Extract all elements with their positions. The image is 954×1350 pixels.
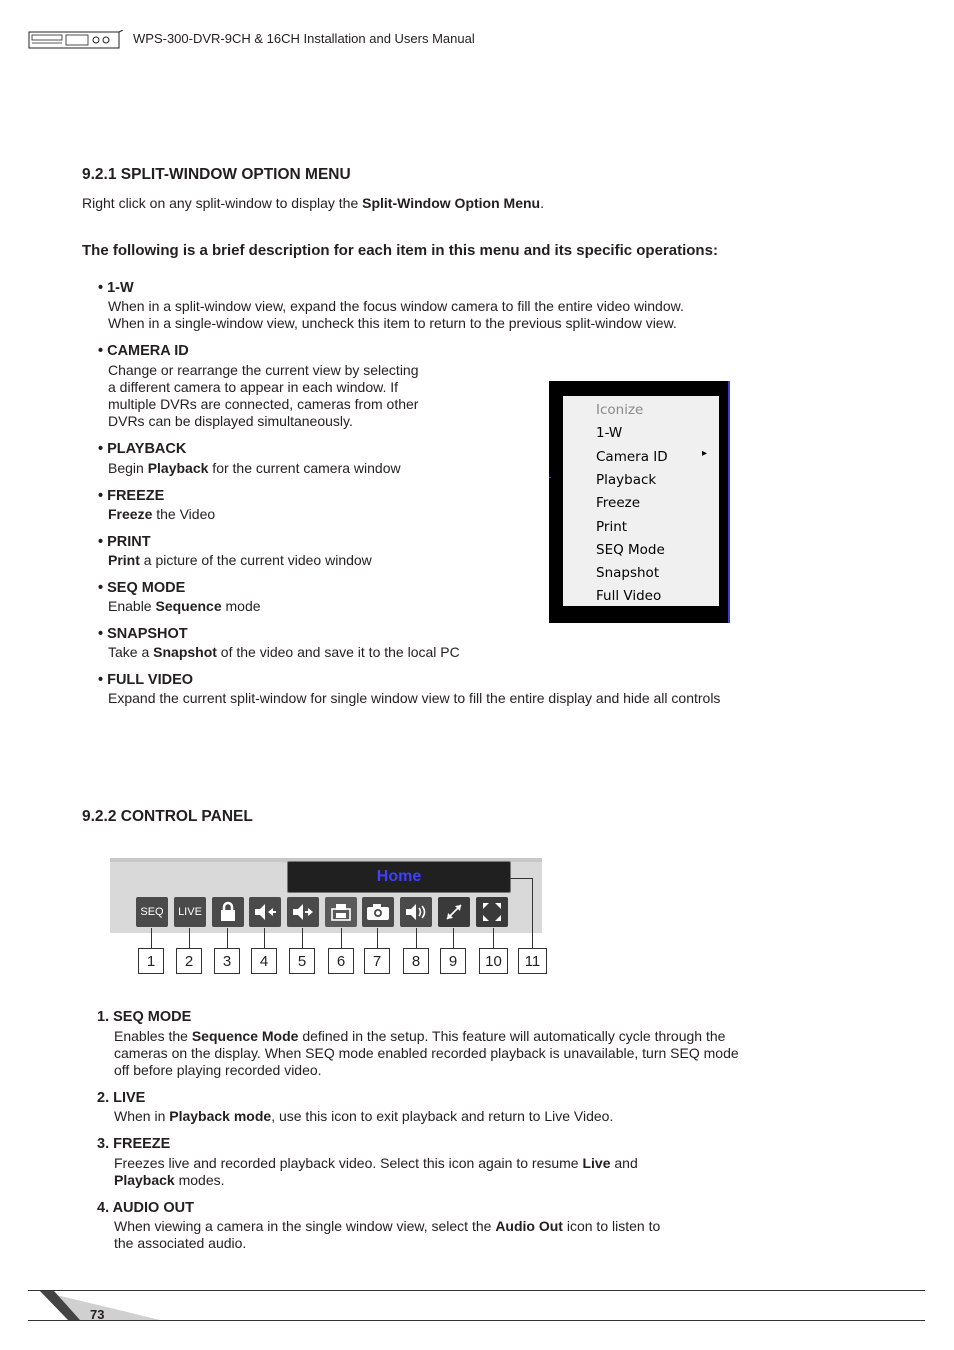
volume-button[interactable]	[400, 897, 432, 927]
desc-line: off before playing recorded video.	[114, 1062, 322, 1078]
footer-bottom-rule	[28, 1320, 925, 1321]
section1-lead: The following is a brief description for each item in this menu and its specific operations:	[82, 242, 718, 259]
connector-line	[377, 928, 378, 948]
full-video-button[interactable]	[476, 897, 508, 927]
live-button[interactable]: LIVE	[174, 897, 206, 927]
desc-text: When in	[114, 1108, 170, 1124]
lock-icon	[218, 901, 238, 923]
page-number: 73	[90, 1307, 105, 1322]
header-logo	[28, 30, 124, 50]
audio-in-button[interactable]	[287, 897, 319, 927]
desc-line	[114, 1172, 638, 1189]
intro-end: .	[540, 195, 544, 211]
item-title-1w: • 1-W	[98, 280, 134, 296]
desc-bold: Snapshot	[153, 644, 217, 660]
menu-item-snapshot[interactable]: Snapshot	[596, 565, 660, 581]
callout-number: 9	[440, 948, 466, 974]
connector-line	[302, 928, 303, 948]
desc-bold: Sequence	[155, 598, 222, 614]
connector-line-horizontal	[509, 878, 533, 879]
desc-text: , use this icon to exit playback and return to Live Video.	[271, 1108, 614, 1124]
desc-line: multiple DVRs are connected, cameras from other	[108, 396, 419, 412]
menu-item-full-video[interactable]: Full Video	[596, 588, 662, 604]
submenu-arrow-icon: ▸	[702, 448, 708, 459]
connector-line	[151, 928, 152, 948]
callout-number: 8	[403, 948, 429, 974]
connector-line	[227, 928, 228, 948]
desc-bold: Playback mode	[169, 1108, 272, 1124]
footer-top-rule	[28, 1290, 925, 1291]
item-desc-seq-mode-2	[114, 1028, 739, 1079]
desc-bold: Playback	[114, 1172, 175, 1188]
blue-edge-left	[549, 477, 551, 478]
desc-text: Enables the	[114, 1028, 192, 1044]
expand-icon	[442, 900, 466, 924]
item-title-camera-id: • CAMERA ID	[98, 343, 189, 359]
header-title: WPS-300-DVR-9CH & 16CH Installation and Users Manual	[133, 31, 475, 46]
desc-text: of the video and save it to the local PC	[216, 644, 460, 660]
item-desc-camera-id	[108, 362, 419, 430]
section1-intro	[82, 195, 544, 212]
desc-bold: Print	[108, 552, 140, 568]
item-title-playback: • PLAYBACK	[98, 441, 187, 457]
menu-item-print[interactable]: Print	[596, 519, 628, 535]
item-desc-1w	[108, 298, 684, 332]
item-title-full-video: • FULL VIDEO	[98, 672, 194, 688]
item-title-seq-mode: • SEQ MODE	[98, 580, 186, 596]
desc-line: the associated audio.	[114, 1235, 247, 1251]
callout-number: 5	[289, 948, 315, 974]
intro-text: Right click on any split-window to display the	[82, 195, 363, 211]
freeze-lock-button[interactable]	[212, 897, 244, 927]
context-menu-screenshot	[549, 381, 730, 623]
menu-item-camera-id[interactable]: Camera ID	[596, 449, 668, 465]
item-desc-playback	[108, 460, 401, 477]
item-desc-freeze-2	[114, 1155, 638, 1189]
callout-number: 10	[479, 948, 508, 974]
desc-line: When in a single-window view, uncheck this item to return to the previous split-window view.	[108, 315, 677, 331]
menu-item-seq-mode[interactable]: SEQ Mode	[596, 542, 665, 558]
print-button[interactable]	[325, 897, 357, 927]
connector-line	[416, 928, 417, 948]
desc-bold: Live	[582, 1155, 611, 1171]
connector-line	[341, 928, 342, 948]
section-heading-split-window: 9.2.1 SPLIT-WINDOW OPTION MENU	[82, 166, 351, 183]
camera-icon	[365, 902, 391, 922]
desc-text: modes.	[174, 1172, 225, 1188]
item-desc-live	[114, 1108, 613, 1125]
item-desc-snapshot	[108, 644, 460, 661]
item-title-snapshot: • SNAPSHOT	[98, 626, 188, 642]
item-title-print: • PRINT	[98, 534, 151, 550]
snapshot-button[interactable]	[362, 897, 394, 927]
speaker-out-icon	[253, 902, 277, 922]
fullscreen-corners-icon	[480, 900, 504, 924]
desc-line: Change or rearrange the current view by selecting	[108, 362, 419, 378]
printer-icon	[329, 901, 353, 923]
desc-bold: Sequence Mode	[191, 1028, 299, 1044]
callout-number: 7	[364, 948, 390, 974]
callout-number: 3	[214, 948, 240, 974]
context-menu	[563, 396, 719, 606]
intro-bold: Split-Window Option Menu	[362, 195, 541, 211]
speaker-in-icon	[291, 902, 315, 922]
desc-line	[114, 1218, 660, 1235]
callout-number: 11	[518, 948, 547, 974]
desc-text: When viewing a camera in the single window view, select the	[114, 1218, 496, 1234]
item-desc-seq-mode	[108, 598, 261, 615]
item-desc-audio-out	[114, 1218, 660, 1252]
item-title-freeze: • FREEZE	[98, 488, 165, 504]
desc-text: icon to listen to	[562, 1218, 661, 1234]
callout-number: 6	[328, 948, 354, 974]
item-title-audio-out: 4. AUDIO OUT	[97, 1200, 194, 1216]
desc-bold: Audio Out	[495, 1218, 563, 1234]
desc-line: When in a split-window view, expand the focus window camera to fill the entire video window.	[108, 298, 684, 314]
audio-out-button[interactable]	[249, 897, 281, 927]
home-label: Home	[376, 868, 422, 885]
desc-bold: Freeze	[108, 506, 153, 522]
item-desc-full-video: Expand the current split-window for single window view to fill the entire display and hide all controls	[108, 690, 721, 706]
connector-line	[189, 928, 190, 948]
desc-text: and	[610, 1155, 638, 1171]
connector-line	[264, 928, 265, 948]
desc-line: cameras on the display. When SEQ mode enabled recorded playback is unavailable, turn SEQ mode	[114, 1045, 739, 1061]
volume-icon	[404, 902, 428, 922]
desc-text: Take a	[108, 644, 154, 660]
desc-line	[114, 1155, 638, 1172]
desc-line: DVRs can be displayed simultaneously.	[108, 413, 353, 429]
item-title-seq-mode-2: 1. SEQ MODE	[97, 1009, 192, 1025]
home-display	[287, 861, 511, 893]
desc-text: for the current camera window	[208, 460, 401, 476]
section-heading-control-panel: 9.2.2 CONTROL PANEL	[82, 808, 253, 825]
desc-text: Freezes live and recorded playback video. Select this icon again to resume	[114, 1155, 583, 1171]
desc-line	[114, 1028, 739, 1045]
connector-line	[532, 878, 533, 948]
blue-edge-right	[728, 381, 730, 623]
item-title-live: 2. LIVE	[97, 1090, 146, 1106]
item-desc-freeze	[108, 506, 215, 523]
menu-item-1w[interactable]: 1-W	[596, 425, 623, 441]
callout-number: 4	[251, 948, 277, 974]
menu-item-playback[interactable]: Playback	[596, 472, 657, 488]
full-screen-button[interactable]	[438, 897, 470, 927]
menu-item-freeze[interactable]: Freeze	[596, 495, 641, 511]
desc-line	[114, 1108, 613, 1125]
desc-text: Enable	[108, 598, 156, 614]
desc-text: Begin	[108, 460, 148, 476]
callout-number: 1	[138, 948, 164, 974]
item-desc-print	[108, 552, 372, 569]
desc-bold: Playback	[147, 460, 209, 476]
desc-text: defined in the setup. This feature will automatically cycle through the	[298, 1028, 726, 1044]
item-title-freeze-2: 3. FREEZE	[97, 1136, 171, 1152]
desc-text: the Video	[152, 506, 216, 522]
connector-line	[453, 928, 454, 948]
connector-line	[493, 928, 494, 948]
desc-text: a picture of the current video window	[139, 552, 372, 568]
seq-button[interactable]: SEQ	[136, 897, 168, 927]
menu-item-iconize[interactable]: Iconize	[596, 402, 644, 418]
callout-number: 2	[176, 948, 202, 974]
desc-line: a different camera to appear in each window. If	[108, 379, 399, 395]
desc-text: mode	[221, 598, 261, 614]
control-panel-toolbar	[110, 858, 542, 933]
dvr-device-icon	[28, 30, 124, 50]
